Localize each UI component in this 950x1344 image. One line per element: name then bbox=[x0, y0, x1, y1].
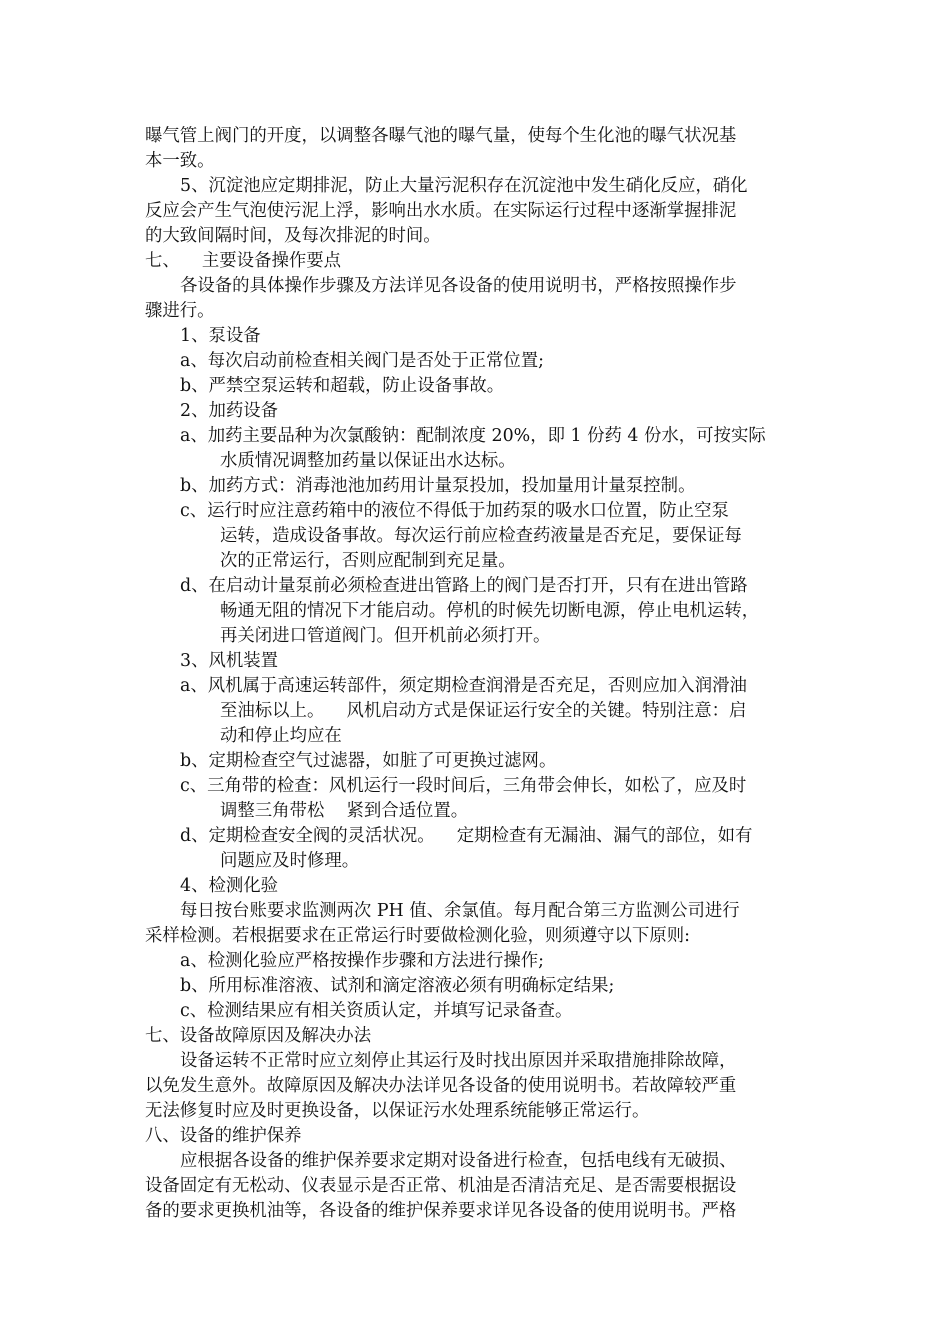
text-line: 各设备的具体操作步骤及方法详见各设备的使用说明书，严格按照操作步 bbox=[180, 276, 737, 296]
subsection-heading: 2、加药设备 bbox=[180, 401, 279, 421]
list-item: b、定期检查空气过滤器，如脏了可更换过滤网。 bbox=[180, 751, 557, 771]
list-item: b、所用标准溶液、试剂和滴定溶液必须有明确标定结果; bbox=[180, 976, 615, 996]
subsection-heading: 3、风机装置 bbox=[180, 651, 279, 671]
text-line: 本一致。 bbox=[145, 151, 215, 171]
list-item-continuation: 水质情况调整加药量以保证出水达标。 bbox=[220, 451, 516, 471]
text-line: 设备固定有无松动、仪表显示是否正常、机油是否清洁充足、是否需要根据设 bbox=[145, 1176, 737, 1196]
text-line: 5、沉淀池应定期排泥，防止大量污泥积存在沉淀池中发生硝化反应，硝化 bbox=[180, 176, 748, 196]
list-item-continuation: 调整三角带松 紧到合适位置。 bbox=[220, 801, 469, 821]
section-heading: 七、设备故障原因及解决办法 bbox=[145, 1026, 372, 1046]
text-line: 每日按台账要求监测两次 PH 值、余氯值。每月配合第三方监测公司进行 bbox=[180, 901, 740, 921]
list-item: a、每次启动前检查相关阀门是否处于正常位置; bbox=[180, 351, 545, 371]
list-item-continuation: 运转，造成设备事故。每次运行前应检查药液量是否充足，要保证每 bbox=[220, 526, 742, 546]
list-item: a、加药主要品种为次氯酸钠：配制浓度 20%，即 1 份药 4 份水，可按实际 bbox=[180, 426, 766, 446]
list-item: d、定期检查安全阀的灵活状况。 定期检查有无漏油、漏气的部位，如有 bbox=[180, 826, 753, 846]
text-line: 反应会产生气泡使污泥上浮，影响出水水质。在实际运行过程中逐渐掌握排泥 bbox=[145, 201, 737, 221]
list-item-continuation: 动和停止均应在 bbox=[220, 726, 342, 746]
list-item-continuation: 问题应及时修理。 bbox=[220, 851, 360, 871]
list-item: d、在启动计量泵前必须检查进出管路上的阀门是否打开，只有在进出管路 bbox=[180, 576, 748, 596]
text-line: 以免发生意外。故障原因及解决办法详见各设备的使用说明书。若故障较严重 bbox=[145, 1076, 737, 1096]
list-item: c、运行时应注意药箱中的液位不得低于加药泵的吸水口位置，防止空泵 bbox=[180, 501, 729, 521]
list-item: a、检测化验应严格按操作步骤和方法进行操作; bbox=[180, 951, 545, 971]
list-item: b、严禁空泵运转和超载，防止设备事故。 bbox=[180, 376, 505, 396]
section-heading: 八、设备的维护保养 bbox=[145, 1126, 302, 1146]
section-heading: 七、 主要设备操作要点 bbox=[145, 251, 342, 271]
list-item-continuation: 次的正常运行，否则应配制到充足量。 bbox=[220, 551, 516, 571]
text-line: 备的要求更换机油等，各设备的维护保养要求详见各设备的使用说明书。严格 bbox=[145, 1201, 737, 1221]
subsection-heading: 4、检测化验 bbox=[180, 876, 279, 896]
list-item-continuation: 再关闭进口管道阀门。但开机前必须打开。 bbox=[220, 626, 551, 646]
text-line: 曝气管上阀门的开度，以调整各曝气池的曝气量，使每个生化池的曝气状况基 bbox=[145, 126, 737, 146]
text-line: 无法修复时应及时更换设备，以保证污水处理系统能够正常运行。 bbox=[145, 1101, 650, 1121]
list-item-continuation: 至油标以上。 风机启动方式是保证运行安全的关键。特别注意：启 bbox=[220, 701, 747, 721]
list-item: b、加药方式：消毒池池加药用计量泵投加，投加量用计量泵控制。 bbox=[180, 476, 696, 496]
text-line: 设备运转不正常时应立刻停止其运行及时找出原因并采取措施排除故障， bbox=[180, 1051, 737, 1071]
list-item: c、检测结果应有相关资质认定，并填写记录备查。 bbox=[180, 1001, 573, 1021]
subsection-heading: 1、泵设备 bbox=[180, 326, 261, 346]
text-line: 的大致间隔时间，及每次排泥的时间。 bbox=[145, 226, 441, 246]
list-item-continuation: 畅通无阻的情况下才能启动。停机的时候先切断电源，停止电机运转， bbox=[220, 601, 760, 621]
list-item: c、三角带的检查：风机运行一段时间后，三角带会伸长，如松了，应及时 bbox=[180, 776, 747, 796]
text-line: 应根据各设备的维护保养要求定期对设备进行检查，包括电线有无破损、 bbox=[180, 1151, 737, 1171]
text-line: 采样检测。若根据要求在正常运行时要做检测化验，则须遵守以下原则: bbox=[145, 926, 690, 946]
text-line: 骤进行。 bbox=[145, 301, 215, 321]
list-item: a、风机属于高速运转部件，须定期检查润滑是否充足，否则应加入润滑油 bbox=[180, 676, 747, 696]
